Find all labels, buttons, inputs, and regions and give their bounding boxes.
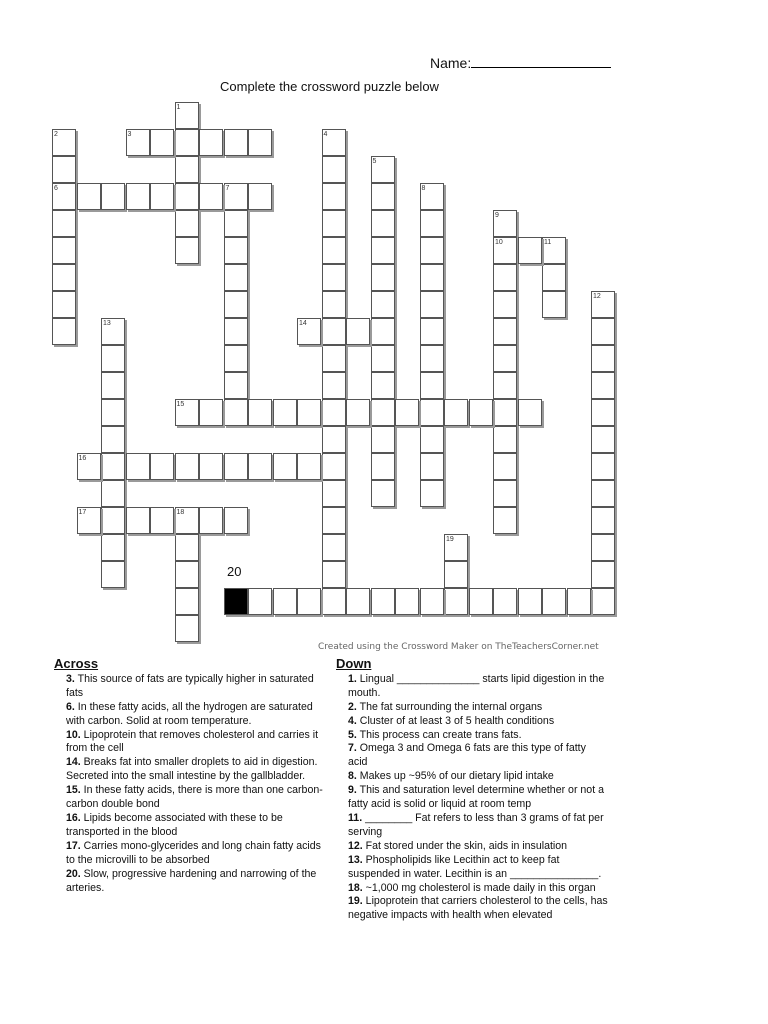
grid-cell[interactable] <box>199 183 223 210</box>
grid-cell[interactable] <box>199 129 223 156</box>
across-clue-number: 15. <box>66 784 81 797</box>
grid-cell[interactable] <box>371 345 395 372</box>
grid-cell[interactable] <box>591 561 615 588</box>
grid-cell[interactable] <box>175 588 199 615</box>
grid-cell[interactable] <box>175 237 199 264</box>
across-clue-number: 17. <box>66 839 81 852</box>
grid-cell[interactable] <box>371 237 395 264</box>
across-clue-text: Carries mono-glycerides and long chain fatty acids to the microvilli to be absorbed <box>66 839 321 866</box>
grid-cell[interactable] <box>493 264 517 291</box>
grid-cell[interactable] <box>420 480 444 507</box>
grid-cell[interactable] <box>126 183 150 210</box>
down-heading: Down <box>336 656 372 671</box>
grid-cell[interactable] <box>371 210 395 237</box>
grid-cell[interactable] <box>420 588 444 615</box>
grid-cell[interactable] <box>444 399 468 426</box>
grid-cell[interactable] <box>542 588 566 615</box>
clue-number-9: 9 <box>495 212 499 219</box>
down-list <box>336 673 608 923</box>
down-clue <box>336 701 608 715</box>
across-clue-text: Slow, progressive hardening and narrowing of the arteries. <box>66 867 317 894</box>
grid-cell[interactable] <box>52 156 76 183</box>
down-clue <box>336 854 608 882</box>
across-heading: Across <box>54 656 99 671</box>
grid-cell[interactable] <box>493 372 517 399</box>
down-clue-number: 13. <box>348 853 363 866</box>
grid-cell[interactable] <box>297 453 321 480</box>
grid-cell[interactable] <box>248 129 272 156</box>
instructions: Complete the crossword puzzle below <box>220 79 439 94</box>
grid-cell[interactable] <box>420 399 444 426</box>
grid-cell[interactable] <box>322 291 346 318</box>
grid-cell[interactable] <box>420 318 444 345</box>
grid-cell[interactable] <box>444 588 468 615</box>
grid-cell[interactable] <box>175 210 199 237</box>
grid-cell[interactable] <box>322 318 346 345</box>
down-clue <box>336 895 608 923</box>
grid-cell[interactable] <box>175 453 199 480</box>
grid-cell[interactable] <box>493 453 517 480</box>
grid-cell[interactable] <box>175 183 199 210</box>
grid-cell[interactable] <box>52 318 76 345</box>
down-clue-text: Lingual ______________ starts lipid digestion in the mouth. <box>348 672 605 699</box>
clue-number-11: 11 <box>544 239 552 246</box>
grid-cell[interactable] <box>322 426 346 453</box>
grid-cell[interactable] <box>273 588 297 615</box>
grid-cell[interactable] <box>224 291 248 318</box>
grid-cell[interactable] <box>224 264 248 291</box>
grid-cell[interactable] <box>518 588 542 615</box>
grid-cell[interactable] <box>591 507 615 534</box>
grid-cell[interactable] <box>493 318 517 345</box>
grid-cell[interactable] <box>420 237 444 264</box>
grid-cell[interactable] <box>322 480 346 507</box>
clue-number-20: 20 <box>227 564 242 579</box>
grid-cell[interactable] <box>224 318 248 345</box>
grid-cell[interactable] <box>273 399 297 426</box>
across-clue <box>54 868 332 896</box>
grid-cell[interactable] <box>469 588 493 615</box>
clue-number-6: 6 <box>54 185 58 192</box>
grid-cell[interactable] <box>101 534 125 561</box>
grid-cell[interactable] <box>493 588 517 615</box>
grid-cell[interactable] <box>591 426 615 453</box>
grid-cell[interactable] <box>101 399 125 426</box>
down-clue <box>336 673 608 701</box>
grid-cell[interactable] <box>420 291 444 318</box>
down-clue-number: 1. <box>348 672 357 685</box>
grid-cell[interactable] <box>101 345 125 372</box>
grid-cell[interactable] <box>150 453 174 480</box>
across-clue <box>54 812 332 840</box>
grid-cell[interactable] <box>248 399 272 426</box>
clue-number-15: 15 <box>176 401 185 408</box>
grid-cell[interactable] <box>175 129 199 156</box>
clue-number-12: 12 <box>593 293 601 300</box>
down-clue <box>336 784 608 812</box>
clue-number-13: 13 <box>103 320 111 327</box>
grid-cell[interactable] <box>101 480 125 507</box>
grid-cell[interactable] <box>420 372 444 399</box>
grid-cell[interactable] <box>126 453 150 480</box>
grid-cell[interactable] <box>371 399 395 426</box>
clue-number-16: 16 <box>78 455 87 462</box>
across-clue <box>54 756 332 784</box>
grid-cell[interactable] <box>199 399 223 426</box>
grid-cell[interactable] <box>224 237 248 264</box>
grid-cell[interactable] <box>493 291 517 318</box>
clue-number-17: 17 <box>78 509 87 516</box>
grid-cell[interactable] <box>175 615 199 642</box>
grid-cell[interactable] <box>346 399 370 426</box>
down-clue <box>336 715 608 729</box>
down-clue-number: 8. <box>348 770 357 783</box>
grid-cell[interactable] <box>297 399 321 426</box>
across-clue <box>54 784 332 812</box>
grid-cell[interactable] <box>199 453 223 480</box>
down-clue-text: Lipoprotein that carriers cholesterol to the cells, has negative impacts with health when elevated <box>348 895 608 922</box>
across-clue <box>54 729 332 757</box>
down-clue <box>336 770 608 784</box>
grid-cell[interactable] <box>322 345 346 372</box>
grid-cell[interactable] <box>420 264 444 291</box>
grid-cell[interactable] <box>395 588 419 615</box>
grid-cell[interactable] <box>420 345 444 372</box>
down-clue-text: Fat stored under the skin, aids in insulation <box>362 839 568 852</box>
grid-cell[interactable] <box>371 291 395 318</box>
clue-number-19: 19 <box>446 536 454 543</box>
across-clue-number: 10. <box>66 728 81 741</box>
down-clue-text: This and saturation level determine whether or not a fatty acid is solid or liquid at room temp <box>348 784 604 811</box>
grid-cell[interactable] <box>322 183 346 210</box>
grid-cell[interactable] <box>175 156 199 183</box>
down-clue-number: 19. <box>348 895 363 908</box>
across-clue <box>54 840 332 868</box>
clue-number-1: 1 <box>176 104 181 111</box>
grid-cell[interactable] <box>101 507 125 534</box>
grid-cell[interactable] <box>101 183 125 210</box>
grid-cell <box>224 588 248 615</box>
down-clue-number: 4. <box>348 714 357 727</box>
grid-cell[interactable] <box>322 264 346 291</box>
grid-cell[interactable] <box>591 480 615 507</box>
grid-cell[interactable] <box>346 318 370 345</box>
grid-cell[interactable] <box>469 399 493 426</box>
across-clue <box>54 701 332 729</box>
clue-number-3: 3 <box>127 131 132 138</box>
grid-cell[interactable] <box>322 399 346 426</box>
down-clue-text: This process can create trans fats. <box>356 728 522 741</box>
grid-cell[interactable] <box>273 453 297 480</box>
grid-cell[interactable] <box>371 318 395 345</box>
clue-number-7: 7 <box>225 185 230 192</box>
grid-cell[interactable] <box>591 588 615 615</box>
grid-cell[interactable] <box>493 399 517 426</box>
grid-cell[interactable] <box>420 426 444 453</box>
grid-cell[interactable] <box>224 453 248 480</box>
grid-cell[interactable] <box>493 480 517 507</box>
grid-cell[interactable] <box>420 210 444 237</box>
grid-cell[interactable] <box>591 534 615 561</box>
grid-cell[interactable] <box>322 534 346 561</box>
across-clue-text: In these fatty acids, there is more than one carbon-carbon double bond <box>66 784 323 811</box>
grid-cell[interactable] <box>101 561 125 588</box>
across-clue-number: 16. <box>66 811 81 824</box>
name-label: Name: <box>430 55 472 71</box>
across-clue-text: This source of fats are typically higher in saturated fats <box>66 672 314 699</box>
down-clue <box>336 882 608 896</box>
grid-cell[interactable] <box>371 426 395 453</box>
grid-cell[interactable] <box>224 399 248 426</box>
grid-cell[interactable] <box>322 237 346 264</box>
grid-cell[interactable] <box>150 129 174 156</box>
down-clue-text: Cluster of at least 3 of 5 health conditions <box>356 714 555 727</box>
down-clue-text: ~1,000 mg cholesterol is made daily in this organ <box>362 881 596 894</box>
grid-cell[interactable] <box>126 507 150 534</box>
grid-cell[interactable] <box>224 210 248 237</box>
clue-number-18: 18 <box>176 509 185 516</box>
down-clue-text: The fat surrounding the internal organs <box>356 700 543 713</box>
grid-cell[interactable] <box>52 237 76 264</box>
grid-cell[interactable] <box>175 534 199 561</box>
grid-cell[interactable] <box>224 507 248 534</box>
across-clues <box>54 657 332 895</box>
credit-line: Created using the Crossword Maker on TheTeachersCorner.net <box>318 642 599 652</box>
grid-cell[interactable] <box>371 453 395 480</box>
across-list <box>54 673 332 896</box>
clue-number-5: 5 <box>372 158 377 165</box>
grid-cell[interactable] <box>346 588 370 615</box>
grid-cell[interactable] <box>371 588 395 615</box>
grid-cell[interactable] <box>322 588 346 615</box>
across-clue-number: 6. <box>66 700 75 713</box>
grid-cell[interactable] <box>493 426 517 453</box>
grid-cell[interactable] <box>248 453 272 480</box>
clue-number-10: 10 <box>495 239 503 246</box>
grid-cell[interactable] <box>591 399 615 426</box>
down-clue-text: Makes up ~95% of our dietary lipid intake <box>356 770 554 783</box>
grid-cell[interactable] <box>591 453 615 480</box>
grid-cell[interactable] <box>224 372 248 399</box>
grid-cell[interactable] <box>420 453 444 480</box>
grid-cell[interactable] <box>322 453 346 480</box>
grid-cell[interactable] <box>52 264 76 291</box>
grid-cell[interactable] <box>52 291 76 318</box>
down-clue-number: 11. <box>348 811 363 824</box>
across-clue-number: 14. <box>66 756 81 769</box>
grid-cell[interactable] <box>493 507 517 534</box>
grid-cell[interactable] <box>371 183 395 210</box>
grid-cell[interactable] <box>248 183 272 210</box>
down-clue-number: 7. <box>348 742 357 755</box>
across-clue-number: 20. <box>66 867 81 880</box>
down-clue-number: 12. <box>348 839 363 852</box>
grid-cell[interactable] <box>52 210 76 237</box>
grid-cell[interactable] <box>371 372 395 399</box>
grid-cell[interactable] <box>224 129 248 156</box>
grid-cell[interactable] <box>150 507 174 534</box>
across-clue <box>54 673 332 701</box>
down-clue-number: 9. <box>348 784 357 797</box>
across-clue-number: 3. <box>66 672 75 685</box>
clue-number-14: 14 <box>299 320 307 327</box>
down-clue <box>336 729 608 743</box>
across-clue-text: Lipids become associated with these to be transported in the blood <box>66 811 283 838</box>
down-clue <box>336 840 608 854</box>
grid-cell[interactable] <box>371 264 395 291</box>
grid-cell[interactable] <box>591 345 615 372</box>
clue-number-2: 2 <box>54 131 58 138</box>
grid-cell[interactable] <box>542 291 566 318</box>
grid-cell[interactable] <box>518 237 542 264</box>
down-clue-text: Omega 3 and Omega 6 fats are this type of fatty acid <box>348 742 586 769</box>
grid-cell[interactable] <box>248 588 272 615</box>
down-clues <box>336 657 608 923</box>
down-clue-text: ________ Fat refers to less than 3 grams of fat per serving <box>348 811 604 838</box>
grid-cell[interactable] <box>493 345 517 372</box>
grid-cell[interactable] <box>101 426 125 453</box>
grid-cell[interactable] <box>322 561 346 588</box>
down-clue <box>336 812 608 840</box>
grid-cell[interactable] <box>567 588 591 615</box>
across-clue-text: Lipoprotein that removes cholesterol and carries it from the cell <box>66 728 319 755</box>
grid-cell[interactable] <box>101 372 125 399</box>
across-clue-text: Breaks fat into smaller droplets to aid in digestion. Secreted into the small intestine by the gallbladder. <box>66 756 318 783</box>
grid-cell[interactable] <box>175 561 199 588</box>
grid-cell[interactable] <box>297 588 321 615</box>
across-clue-text: In these fatty acids, all the hydrogen are saturated with carbon. Solid at room temperature. <box>66 700 313 727</box>
down-clue-text: Phospholipids like Lecithin act to keep fat suspended in water. Lecithin is an _______________. <box>348 853 602 880</box>
grid-cell[interactable] <box>322 156 346 183</box>
grid-cell[interactable] <box>77 183 101 210</box>
down-clue <box>336 742 608 770</box>
grid-cell[interactable] <box>322 210 346 237</box>
grid-cell[interactable] <box>371 480 395 507</box>
grid-cell[interactable] <box>542 264 566 291</box>
clue-number-4: 4 <box>323 131 328 138</box>
down-clue-number: 5. <box>348 728 357 741</box>
grid-cell[interactable] <box>591 372 615 399</box>
grid-cell[interactable] <box>224 345 248 372</box>
clue-number-8: 8 <box>421 185 426 192</box>
grid-cell[interactable] <box>444 561 468 588</box>
down-clue-number: 2. <box>348 700 357 713</box>
grid-cell[interactable] <box>322 372 346 399</box>
grid-cell[interactable] <box>199 507 223 534</box>
grid-cell[interactable] <box>150 183 174 210</box>
grid-cell[interactable] <box>591 318 615 345</box>
down-clue-number: 18. <box>348 881 363 894</box>
grid-cell[interactable] <box>322 507 346 534</box>
grid-cell[interactable] <box>518 399 542 426</box>
grid-cell[interactable] <box>101 453 125 480</box>
grid-cell[interactable] <box>395 399 419 426</box>
